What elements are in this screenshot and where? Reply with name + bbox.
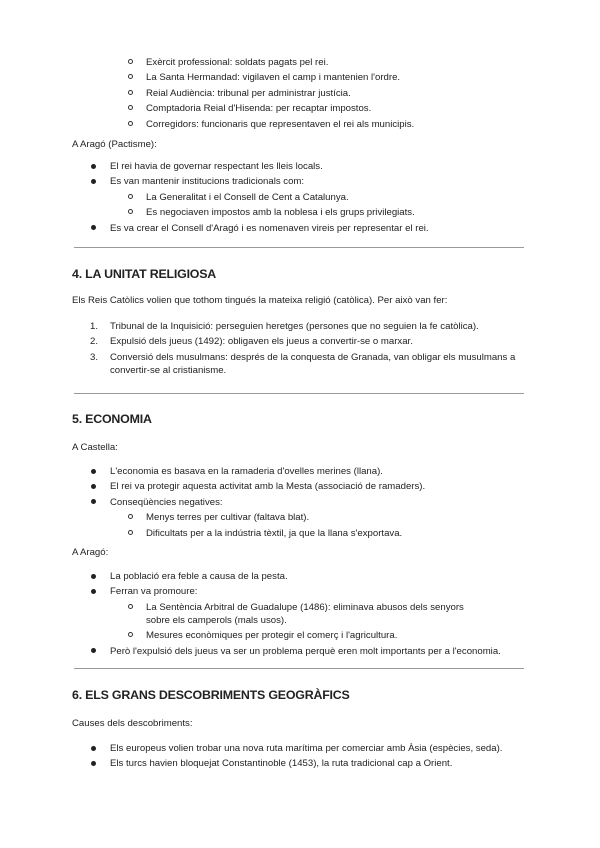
list-item: Els turcs havien bloquejat Constantinoble (1453), la ruta tradicional cap a Orient. [0,757,600,770]
castella-list [0,465,600,540]
list-item: La població era feble a causa de la pesta. [0,570,600,583]
section-6-block [0,742,600,773]
list-item: Conseqüències negatives: Menys terres per cultivar (faltava blat). Dificultats per a la indústria tèxtil, ja que la llana s'exportava. [0,496,600,540]
section-6-intro: Causes dels descobriments: [72,718,193,729]
arago-economia-intro: A Aragó: [72,547,109,558]
arago-economia-block [0,570,600,660]
arago-pactisme-block [0,160,600,237]
section-4-block [0,320,600,379]
list-item: Ferran va promoure: La Sentència Arbitral de Guadalupe (1486): eliminava abusos dels senyors sobre els camperols (mals usos). Mesures econòmiques per protegir el comerç i l'agricultura. [0,585,600,642]
arago-pactisme-sub-list [110,191,540,219]
divider [74,393,524,394]
castella-sub-list [110,511,540,539]
castella-intro: A Castella: [72,442,118,453]
list-item: Mesures econòmiques per protegir el comerç i l'agricultura. [110,629,540,642]
divider [74,668,524,669]
list-item: Comptadoria Reial d'Hisenda: per recaptar impostos. [0,102,600,115]
list-item: 2. Expulsió dels jueus (1492): obligaven els jueus a convertir-se o marxar. [90,336,413,348]
section-4-list [0,320,600,377]
section-6-list [0,742,600,770]
arago-economia-sub-list [110,601,540,642]
list-item: El rei havia de governar respectant les lleis locals. [0,160,600,173]
arago-economia-list [0,570,600,658]
list-item: 1. Tribunal de la Inquisició: perseguien heretges (persones que no seguien la fe catòlica). [90,321,479,332]
list-item: Dificultats per a la indústria tèxtil, ja que la llana s'exportava. [110,527,540,540]
arago-pactisme-intro: A Aragó (Pactisme): [72,139,157,150]
list-item: La Generalitat i el Consell de Cent a Catalunya. [110,191,540,204]
list-item: 3. Conversió dels musulmans: després de la conquesta de Granada, van obligar els musulmans a convertir-se al cristianisme. [90,351,516,376]
top-sub-list [0,56,600,131]
list-item: Es va crear el Consell d'Aragó i es nomenaven vireis per representar el rei. [0,222,600,235]
section-6-title: 6. ELS GRANS DESCOBRIMENTS GEOGRÀFICS [72,688,350,702]
section-4-title: 4. LA UNITAT RELIGIOSA [72,267,217,281]
section-5-title: 5. ECONOMIA [72,412,152,426]
list-item: La Santa Hermandad: vigilaven el camp i mantenien l'ordre. [0,71,600,84]
arago-pactisme-list [0,160,600,235]
list-item: Reial Audiència: tribunal per administrar justícia. [0,87,600,100]
top-sub-list-block [0,56,600,133]
list-item: L'economia es basava en la ramaderia d'ovelles merines (llana). [0,465,600,478]
list-item: Els europeus volien trobar una nova ruta marítima per comerciar amb Àsia (espècies, seda). [0,742,600,755]
list-item: La Sentència Arbitral de Guadalupe (1486): eliminava abusos dels senyors sobre els camperols (mals usos). [110,601,540,627]
list-item: Però l'expulsió dels jueus va ser un problema perquè eren molt importants per a l'economia. [0,645,600,658]
list-item: Es van mantenir institucions tradicionals com: La Generalitat i el Consell de Cent a Catalunya. Es negociaven impostos amb la noblesa i els grups privilegiats. [0,175,600,219]
list-item: Es negociaven impostos amb la noblesa i els grups privilegiats. [110,206,540,219]
castella-block [0,465,600,542]
list-item: Menys terres per cultivar (faltava blat). [110,511,540,524]
list-item: Corregidors: funcionaris que representaven el rei als municipis. [0,118,600,131]
list-item: Exèrcit professional: soldats pagats pel rei. [0,56,600,69]
divider [74,247,524,248]
list-item: El rei va protegir aquesta activitat amb la Mesta (associació de ramaders). [0,480,600,493]
section-4-intro: Els Reis Catòlics volien que tothom tingués la mateixa religió (catòlica). Per això van fer: [72,295,448,306]
